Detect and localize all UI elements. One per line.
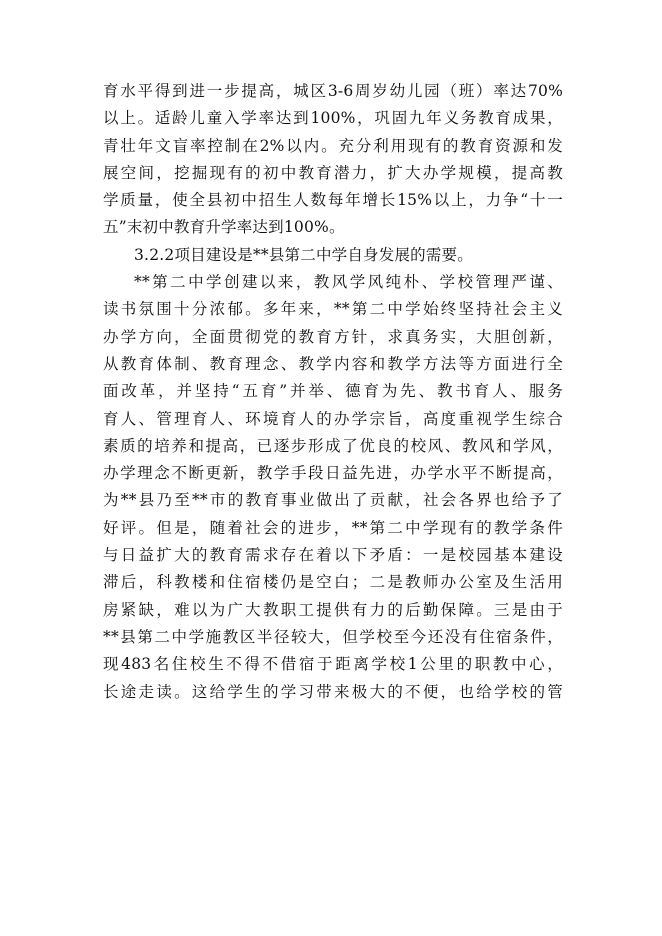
text-line-17: 好评。但是，随着社会的进步，**第二中学现有的教学条件: [103, 518, 563, 537]
text-line-11: 从教育体制、教育理念、教学内容和教学方法等方面进行全: [103, 354, 563, 373]
text-line-1: 育水平得到进一步提高，城区3-6周岁幼儿园（班）率达70%: [103, 82, 563, 100]
text-line-5: 学质量，使全县初中招生人数每年增长15%以上，力争“十一: [103, 191, 563, 210]
text-line-13: 育人、管理育人、环境育人的办学宗旨，高度重视学生综合: [103, 409, 563, 428]
text-line-21: **县第二中学施教区半径较大，但学校至今还没有住宿条件，: [103, 627, 563, 646]
text-line-18: 与日益扩大的教育需求存在着以下矛盾：一是校园基本建设: [103, 546, 563, 565]
body-text: [103, 78, 563, 706]
text-line-19: 滞后，科教楼和住宿楼仍是空白；二是教师办公室及生活用: [103, 573, 563, 592]
text-line-4: 展空间，挖掘现有的初中教育潜力，扩大办学规模，提高教: [103, 163, 563, 182]
section-heading-3-2-2: 3.2.2项目建设是**县第二中学自身发展的需要。: [134, 245, 473, 264]
text-line-16: 为**县乃至**市的教育事业做出了贡献，社会各界也给予了: [103, 491, 563, 510]
text-line-12: 面改革，并坚持“五育”并举、德育为先、教书育人、服务: [103, 382, 563, 401]
text-line-20: 房紧缺，难以为广大教职工提供有力的后勤保障。三是由于: [103, 600, 563, 619]
text-line-3: 青壮年文盲率控制在2%以内。充分利用现有的教育资源和发: [103, 136, 563, 155]
text-line-9: 读书氛围十分浓郁。多年来，**第二中学始终坚持社会主义: [103, 300, 563, 319]
text-line-2: 以上。适龄儿童入学率达到100%，巩固九年义务教育成果，: [103, 109, 563, 128]
text-line-15: 办学理念不断更新，教学手段日益先进，办学水平不断提高，: [103, 464, 563, 483]
text-line-8: **第二中学创建以来，教风学风纯朴、学校管理严谨、: [134, 273, 563, 292]
text-line-14: 素质的培养和提高，已逐步形成了优良的校风、教风和学风，: [103, 436, 563, 455]
text-line-22: 现483名住校生不得不借宿于距离学校1公里的职教中心，: [103, 655, 563, 674]
text-line-10: 办学方向，全面贯彻党的教育方针，求真务实，大胆创新，: [103, 327, 563, 346]
text-line-23: 长途走读。这给学生的学习带来极大的不便，也给学校的管: [103, 682, 563, 701]
text-line-6: 五”末初中教育升学率达到100%。: [103, 218, 345, 237]
